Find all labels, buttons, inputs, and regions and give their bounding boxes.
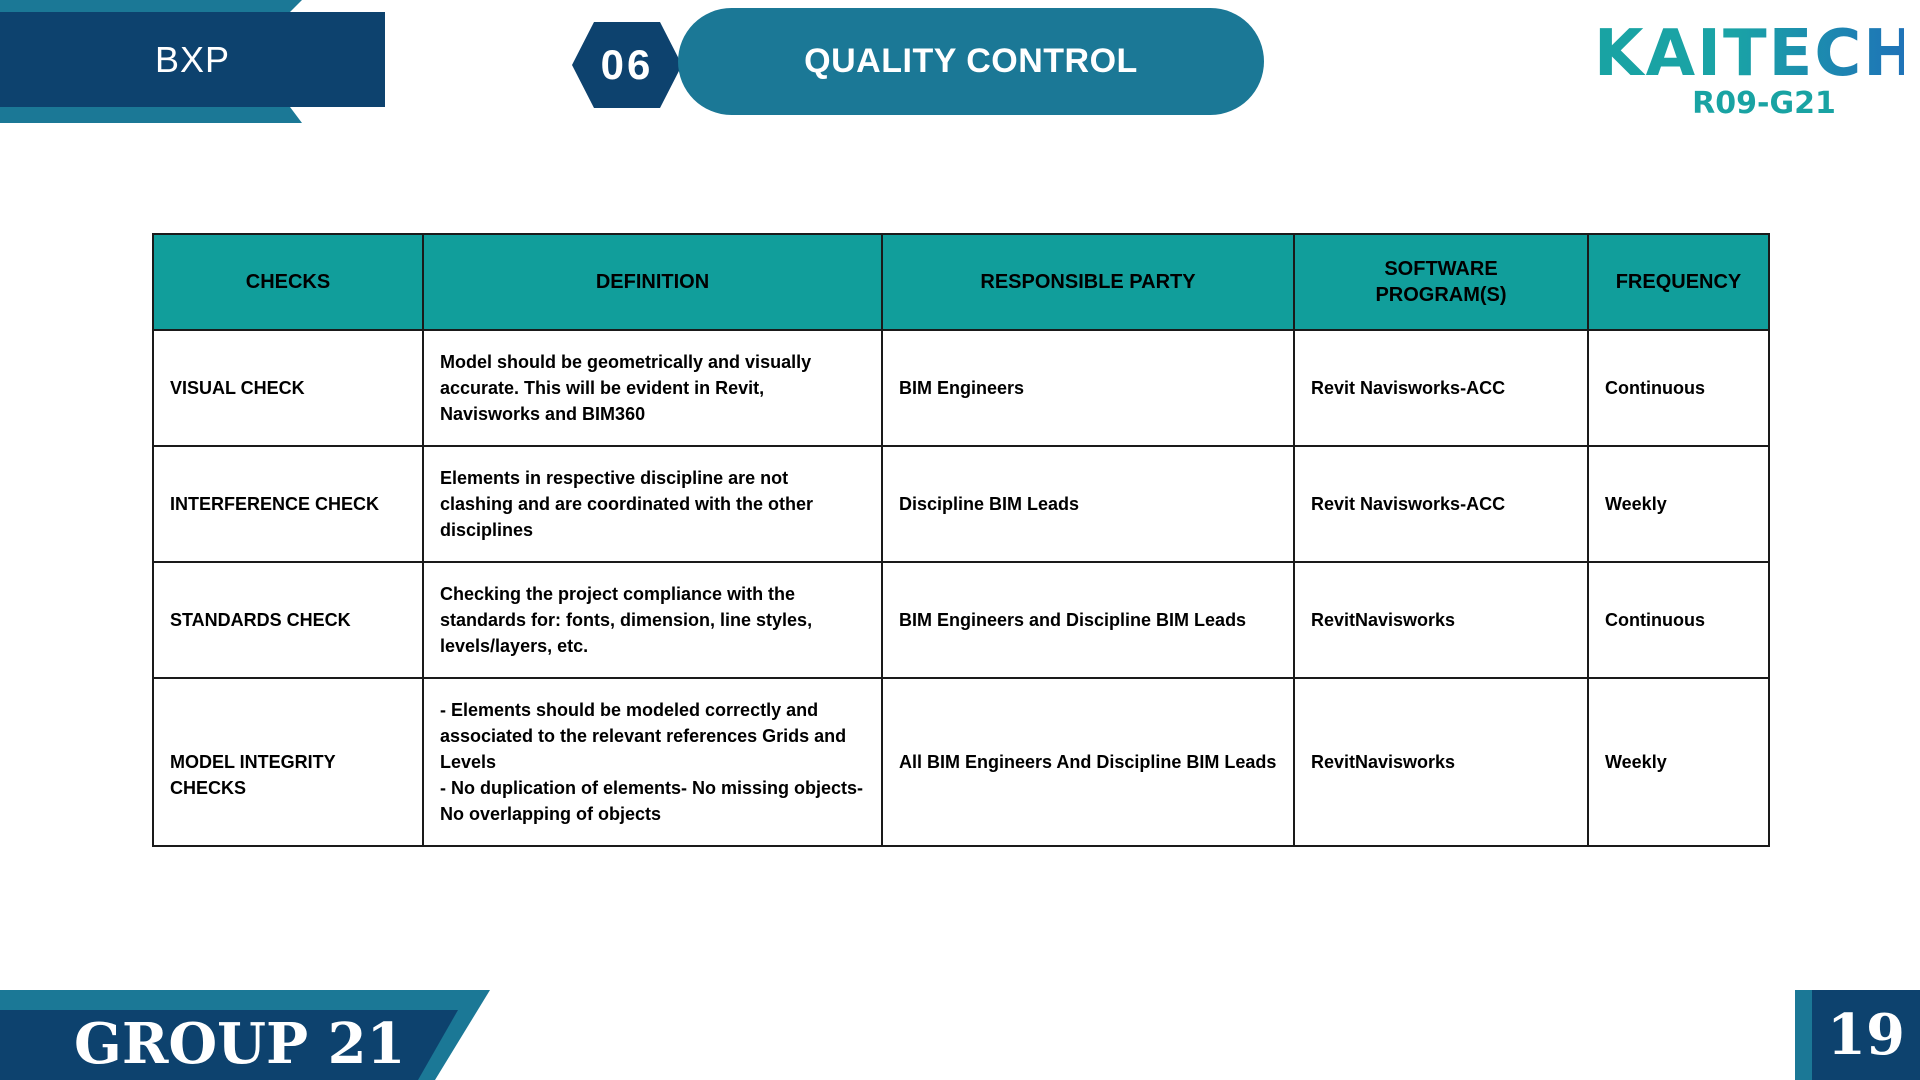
table-row (153, 446, 1769, 562)
column-header-responsible-party: RESPONSIBLE PARTY (882, 234, 1294, 330)
column-header-software (1294, 234, 1588, 330)
cell-check (153, 678, 423, 846)
cell-frequency: Continuous (1588, 330, 1769, 446)
kaitech-logo (1594, 17, 1919, 122)
table-row (153, 562, 1769, 678)
section-title: QUALITY CONTROL (804, 42, 1138, 80)
cell-definition: Elements in respective discipline are not clashing and are coordinated with the other disciplines (423, 446, 882, 562)
cell-software: RevitNavisworks (1294, 562, 1588, 678)
cell-software: Revit Navisworks-ACC (1294, 446, 1588, 562)
section-title-pill (678, 8, 1264, 115)
logo-wordmark: KAITECH (1594, 17, 1919, 91)
column-header-frequency: FREQUENCY (1588, 234, 1769, 330)
section-number: 06 (600, 41, 654, 88)
cell-check: VISUAL CHECK (153, 330, 423, 446)
quality-control-table (152, 233, 1770, 847)
cell-definition: Checking the project compliance with the standards for: fonts, dimension, line styles, levels/layers, etc. (423, 562, 882, 678)
table-row (153, 330, 1769, 446)
column-header-checks: CHECKS (153, 234, 423, 330)
cell-check: INTERFERENCE CHECK (153, 446, 423, 562)
logo-subtext: R09-G21 (1692, 86, 1836, 121)
page-number: 19 (1827, 1002, 1905, 1068)
cell-frequency: Weekly (1588, 678, 1769, 846)
cell-definition: - Elements should be modeled correctly and associated to the relevant references Grids and Levels - No duplication of elements- No missing objects- No overlapping of objects (423, 678, 882, 846)
table-row (153, 678, 1769, 846)
cell-responsible: Discipline BIM Leads (882, 446, 1294, 562)
cell-responsible: BIM Engineers and Discipline BIM Leads (882, 562, 1294, 678)
brand-label: BXP (154, 38, 231, 80)
cell-frequency: Continuous (1588, 562, 1769, 678)
cell-software: RevitNavisworks (1294, 678, 1588, 846)
column-header-software-text: SOFTWARE PROGRAM(S) (1375, 258, 1507, 306)
cell-frequency: Weekly (1588, 446, 1769, 562)
cell-check-text: MODEL INTEGRITY CHECKS (170, 752, 336, 798)
group-label: GROUP 21 (74, 1011, 406, 1077)
brand-banner (0, 12, 385, 107)
column-header-definition: DEFINITION (423, 234, 882, 330)
cell-responsible: BIM Engineers (882, 330, 1294, 446)
cell-responsible: All BIM Engineers And Discipline BIM Leads (882, 678, 1294, 846)
cell-definition: Model should be geometrically and visually accurate. This will be evident in Revit, Navisworks and BIM360 (423, 330, 882, 446)
table-header-row (153, 234, 1769, 330)
cell-check: STANDARDS CHECK (153, 562, 423, 678)
cell-software: Revit Navisworks-ACC (1294, 330, 1588, 446)
